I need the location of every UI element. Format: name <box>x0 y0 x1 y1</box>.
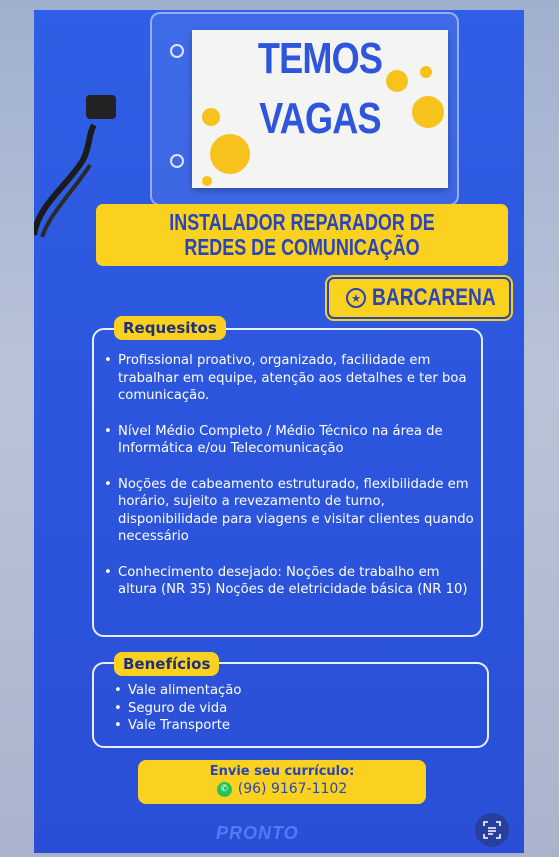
whatsapp-icon: ✆ <box>217 782 232 797</box>
decor-dot <box>202 176 212 186</box>
badge-title-line1: TEMOS <box>257 34 383 83</box>
cta-label: Envie seu currículo: <box>209 764 355 779</box>
job-title-banner <box>96 204 508 266</box>
job-title: INSTALADOR REPARADOR DE REDES DE COMUNICAÇÃO <box>169 209 435 260</box>
list-item: • Nível Médio Completo / Médio Técnico na área de Informática e/ou Telecomunicação <box>104 423 476 458</box>
list-item: • Vale alimentação <box>114 682 414 700</box>
benefits-heading: Benefícios <box>114 652 219 676</box>
list-item: • Profissional proativo, organizado, facilidade em trabalhar em equipe, atenção aos detalhes e ter boa comunicação. <box>104 352 476 405</box>
location-badge <box>327 277 511 319</box>
location-label: BARCARENA <box>372 284 496 311</box>
scan-text-button[interactable] <box>475 813 509 847</box>
requirements-heading: Requesitos <box>114 316 226 340</box>
scan-text-icon <box>483 821 501 839</box>
send-resume-box <box>138 760 426 804</box>
benefits-list <box>114 682 414 735</box>
list-item: • Noções de cabeamento estruturado, flexibilidade em horário, sujeito a revezamento de turno, disponibilidade para viagens e visitar clientes quando necessário <box>104 476 476 546</box>
holder-hole <box>170 154 184 168</box>
phone-number: (96) 9167-1102 <box>237 781 348 797</box>
requirements-list <box>104 352 476 617</box>
list-item: • Seguro de vida <box>114 700 414 718</box>
job-post-image <box>34 10 524 853</box>
holder-hole <box>170 44 184 58</box>
list-item: • Vale Transporte <box>114 717 414 735</box>
badge-title-line2: VAGAS <box>259 94 381 143</box>
temos-vagas-card <box>192 30 448 188</box>
list-item: • Conhecimento desejado: Noções de trabalho em altura (NR 35) Noções de eletricidade básica (NR 10) <box>104 564 476 599</box>
company-logo: PRONTO <box>216 823 299 843</box>
location-star-icon: ★ <box>346 288 366 308</box>
